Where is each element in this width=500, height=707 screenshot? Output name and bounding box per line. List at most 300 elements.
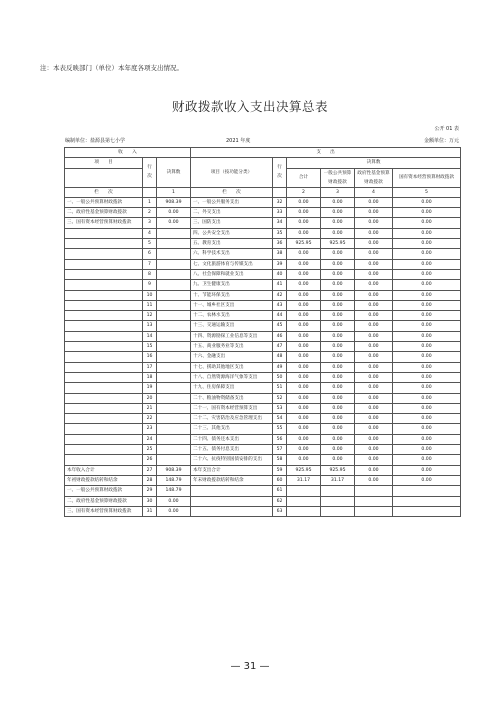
- income-item: [65, 403, 143, 413]
- expense-item: [191, 496, 273, 506]
- general-budget-amount: 0.00: [321, 445, 355, 455]
- expense-total: 0.00: [287, 424, 321, 434]
- gov-fund-amount: 0.00: [355, 311, 393, 321]
- expense-total: 0.00: [287, 393, 321, 403]
- general-budget-amount: 0.00: [321, 393, 355, 403]
- income-item: [65, 249, 143, 259]
- income-amount: [157, 414, 191, 424]
- col-label: 栏 次: [65, 187, 143, 197]
- gov-fund-amount: [355, 496, 393, 506]
- income-item: [65, 383, 143, 393]
- gov-fund-amount: [355, 506, 393, 516]
- general-budget-amount: 0.00: [321, 311, 355, 321]
- gov-fund-amount: 0.00: [355, 414, 393, 424]
- income-row-no: 18: [143, 372, 157, 382]
- expense-item: 十四、资源勘探工业信息等支出: [191, 331, 273, 341]
- expense-row-no: 42: [273, 290, 287, 300]
- general-budget-amount: 0.00: [321, 331, 355, 341]
- expense-total: 0.00: [287, 259, 321, 269]
- expense-row-no: 52: [273, 393, 287, 403]
- col-index-2: 2: [287, 187, 321, 197]
- expense-total: 925.95: [287, 239, 321, 249]
- income-row-no: 24: [143, 434, 157, 444]
- income-item: [65, 455, 143, 465]
- expense-row-no: 56: [273, 434, 287, 444]
- final-amount-group-header: 决算数: [287, 158, 461, 168]
- general-budget-amount: 0.00: [321, 321, 355, 331]
- income-amount: [157, 249, 191, 259]
- expense-total: 0.00: [287, 342, 321, 352]
- table-row: [65, 197, 461, 207]
- total-header: 合计: [287, 168, 321, 187]
- income-amount: 148.79: [157, 475, 191, 485]
- state-capital-amount: 0.00: [393, 383, 461, 393]
- expense-row-no: 38: [273, 249, 287, 259]
- general-budget-amount: 0.00: [321, 197, 355, 207]
- state-capital-header: 国有资本经营预算财政拨款: [393, 168, 461, 187]
- expense-total: 0.00: [287, 455, 321, 465]
- expense-item: 二、外交支出: [191, 208, 273, 218]
- income-item: 三、国有资本经营预算财政拨款: [65, 506, 143, 516]
- unit-name: 编制单位：盐源县第七小学: [65, 138, 126, 144]
- income-amount: 908.39: [157, 465, 191, 475]
- table-row: [65, 218, 461, 228]
- income-item: [65, 280, 143, 290]
- income-amount: [157, 352, 191, 362]
- income-amount: 908.39: [157, 197, 191, 207]
- row-no-header-2: 行次: [273, 158, 287, 187]
- gov-fund-amount: 0.00: [355, 342, 393, 352]
- gov-fund-amount: 0.00: [355, 228, 393, 238]
- income-row-no: 28: [143, 475, 157, 485]
- expense-total: [287, 496, 321, 506]
- income-amount: [157, 311, 191, 321]
- expense-item: 四、公共安全支出: [191, 228, 273, 238]
- item-header-spacer: [65, 168, 143, 187]
- income-row-no: 4: [143, 228, 157, 238]
- gov-fund-amount: 0.00: [355, 269, 393, 279]
- general-budget-amount: 0.00: [321, 300, 355, 310]
- general-budget-amount: 0.00: [321, 269, 355, 279]
- gov-fund-amount: 0.00: [355, 465, 393, 475]
- state-capital-amount: 0.00: [393, 300, 461, 310]
- state-capital-amount: [393, 486, 461, 496]
- table-row: [65, 372, 461, 382]
- income-row-no: 8: [143, 269, 157, 279]
- table-row: [65, 352, 461, 362]
- expense-total: 0.00: [287, 434, 321, 444]
- form-number: 公开 01 表: [434, 126, 459, 132]
- expense-row-no: 35: [273, 228, 287, 238]
- expense-item: 八、社会保障和就业支出: [191, 269, 273, 279]
- general-budget-amount: 0.00: [321, 383, 355, 393]
- general-budget-amount: 0.00: [321, 362, 355, 372]
- gov-fund-amount: 0.00: [355, 383, 393, 393]
- state-capital-amount: 0.00: [393, 259, 461, 269]
- income-amount: [157, 434, 191, 444]
- income-row-no: 13: [143, 321, 157, 331]
- expense-row-no: 41: [273, 280, 287, 290]
- gov-fund-amount: 0.00: [355, 393, 393, 403]
- income-row-no: 5: [143, 239, 157, 249]
- gov-fund-amount: 0.00: [355, 455, 393, 465]
- gov-fund-amount: 0.00: [355, 331, 393, 341]
- expense-total: 0.00: [287, 228, 321, 238]
- general-budget-amount: 31.17: [321, 475, 355, 485]
- expense-item: 二十六、抗疫特别国债安排的支出: [191, 455, 273, 465]
- state-capital-amount: 0.00: [393, 280, 461, 290]
- expense-total: [287, 506, 321, 516]
- expense-row-no: 57: [273, 445, 287, 455]
- income-row-no: 17: [143, 362, 157, 372]
- expense-total: 0.00: [287, 321, 321, 331]
- expense-item: 五、教育支出: [191, 239, 273, 249]
- expense-row-no: 49: [273, 362, 287, 372]
- income-amount: [157, 455, 191, 465]
- table-row: [65, 414, 461, 424]
- row-no-header: 行次: [143, 158, 157, 187]
- income-item: [65, 269, 143, 279]
- expense-total: 0.00: [287, 290, 321, 300]
- income-row-no: 25: [143, 445, 157, 455]
- general-budget-amount: 0.00: [321, 403, 355, 413]
- expense-total: 0.00: [287, 362, 321, 372]
- expense-item: 年末财政拨款结转和结余: [191, 475, 273, 485]
- expense-item: 本年支出合计: [191, 465, 273, 475]
- expense-item: 二十四、债务还本支出: [191, 434, 273, 444]
- expense-row-no: 58: [273, 455, 287, 465]
- income-amount: [157, 228, 191, 238]
- expense-row-no: 39: [273, 259, 287, 269]
- general-budget-amount: [321, 486, 355, 496]
- gov-fund-amount: 0.00: [355, 300, 393, 310]
- table-row: [65, 475, 461, 485]
- expense-total: 31.17: [287, 475, 321, 485]
- expense-header: 支 出: [191, 148, 461, 158]
- table-row: [65, 506, 461, 516]
- state-capital-amount: 0.00: [393, 403, 461, 413]
- income-item: [65, 311, 143, 321]
- expense-item: 十、节能环保支出: [191, 290, 273, 300]
- income-item: [65, 434, 143, 444]
- expense-total: 0.00: [287, 249, 321, 259]
- col-index-3: 3: [321, 187, 355, 197]
- state-capital-amount: 0.00: [393, 239, 461, 249]
- col-index-1: 1: [157, 187, 191, 197]
- table-row: [65, 321, 461, 331]
- state-capital-amount: 0.00: [393, 321, 461, 331]
- income-item: [65, 239, 143, 249]
- state-capital-amount: 0.00: [393, 414, 461, 424]
- expense-total: 925.95: [287, 465, 321, 475]
- general-budget-amount: 0.00: [321, 414, 355, 424]
- expense-row-no: 44: [273, 311, 287, 321]
- expense-total: 0.00: [287, 269, 321, 279]
- expense-item: 二十、粮油物资储备支出: [191, 393, 273, 403]
- gov-fund-header: 政府性基金预算财政拨款: [355, 168, 393, 187]
- expense-row-no: 45: [273, 321, 287, 331]
- income-amount: [157, 403, 191, 413]
- table-row: [65, 300, 461, 310]
- state-capital-amount: 0.00: [393, 445, 461, 455]
- state-capital-amount: 0.00: [393, 331, 461, 341]
- expense-row-no: 54: [273, 414, 287, 424]
- expense-row-no: 59: [273, 465, 287, 475]
- state-capital-amount: 0.00: [393, 362, 461, 372]
- expense-total: 0.00: [287, 445, 321, 455]
- state-capital-amount: 0.00: [393, 372, 461, 382]
- expense-item: 十六、金融支出: [191, 352, 273, 362]
- gov-fund-amount: 0.00: [355, 208, 393, 218]
- expense-item: 十五、商业服务业等支出: [191, 342, 273, 352]
- state-capital-amount: 0.00: [393, 269, 461, 279]
- income-item: [65, 342, 143, 352]
- expense-total: 0.00: [287, 218, 321, 228]
- income-item: [65, 321, 143, 331]
- gov-fund-amount: 0.00: [355, 290, 393, 300]
- income-row-no: 29: [143, 486, 157, 496]
- table-row: [65, 208, 461, 218]
- expense-item: 十九、住房保障支出: [191, 383, 273, 393]
- expense-row-no: 60: [273, 475, 287, 485]
- col-index-4: 4: [355, 187, 393, 197]
- gov-fund-amount: 0.00: [355, 434, 393, 444]
- expense-total: 0.00: [287, 300, 321, 310]
- table-row: [65, 465, 461, 475]
- expense-item: 十三、交通运输支出: [191, 321, 273, 331]
- table-row: [65, 455, 461, 465]
- general-budget-amount: 0.00: [321, 455, 355, 465]
- expense-total: 0.00: [287, 197, 321, 207]
- expense-item: 十七、援助其他地区支出: [191, 362, 273, 372]
- income-item: [65, 362, 143, 372]
- general-budget-amount: 0.00: [321, 424, 355, 434]
- income-row-no: 3: [143, 218, 157, 228]
- state-capital-amount: 0.00: [393, 352, 461, 362]
- income-row-no: 19: [143, 383, 157, 393]
- gov-fund-amount: 0.00: [355, 403, 393, 413]
- income-row-no: 9: [143, 280, 157, 290]
- expense-total: 0.00: [287, 383, 321, 393]
- expense-row-no: 36: [273, 239, 287, 249]
- income-item: 本年收入合计: [65, 465, 143, 475]
- expense-total: 0.00: [287, 372, 321, 382]
- table-note: 注：本表反映部门（单位）本年度各项支出情况。: [40, 64, 183, 72]
- expense-row-no: 51: [273, 383, 287, 393]
- state-capital-amount: 0.00: [393, 218, 461, 228]
- income-item: [65, 290, 143, 300]
- expense-total: 0.00: [287, 352, 321, 362]
- general-budget-amount: 0.00: [321, 249, 355, 259]
- income-item: [65, 393, 143, 403]
- income-item: 三、国有资本经营预算财政拨款: [65, 218, 143, 228]
- expense-total: 0.00: [287, 414, 321, 424]
- gov-fund-amount: 0.00: [355, 259, 393, 269]
- gov-fund-amount: 0.00: [355, 424, 393, 434]
- expense-row-no: 63: [273, 506, 287, 516]
- table-row: [65, 445, 461, 455]
- income-row-no: 11: [143, 300, 157, 310]
- income-item: [65, 372, 143, 382]
- expense-item: 二十三、其他支出: [191, 424, 273, 434]
- state-capital-amount: 0.00: [393, 197, 461, 207]
- income-amount: 0.00: [157, 506, 191, 516]
- table-row: [65, 311, 461, 321]
- income-amount: 0.00: [157, 218, 191, 228]
- general-budget-amount: 0.00: [321, 342, 355, 352]
- expense-row-no: 43: [273, 300, 287, 310]
- item-header: 项 目: [65, 158, 143, 168]
- gov-fund-amount: 0.00: [355, 280, 393, 290]
- table-row: [65, 383, 461, 393]
- expense-total: 0.00: [287, 311, 321, 321]
- income-amount: [157, 269, 191, 279]
- expense-total: 0.00: [287, 208, 321, 218]
- income-header: 收 入: [65, 148, 191, 158]
- gov-fund-amount: 0.00: [355, 445, 393, 455]
- col-blank-2: [273, 187, 287, 197]
- expense-row-no: 53: [273, 403, 287, 413]
- state-capital-amount: 0.00: [393, 475, 461, 485]
- state-capital-amount: 0.00: [393, 290, 461, 300]
- income-row-no: 21: [143, 403, 157, 413]
- expense-total: 0.00: [287, 403, 321, 413]
- expense-item: 二十一、国有资本经营预算支出: [191, 403, 273, 413]
- general-budget-amount: 0.00: [321, 208, 355, 218]
- general-budget-amount: 0.00: [321, 218, 355, 228]
- general-budget-amount: 0.00: [321, 290, 355, 300]
- table-row: [65, 496, 461, 506]
- expense-item: 二十五、债务付息支出: [191, 445, 273, 455]
- general-budget-amount: 0.00: [321, 259, 355, 269]
- page-title: 财政拨款收入支出决算总表: [171, 99, 328, 114]
- income-amount: [157, 280, 191, 290]
- state-capital-amount: 0.00: [393, 455, 461, 465]
- general-budget-amount: [321, 506, 355, 516]
- income-amount: [157, 393, 191, 403]
- col-blank: [143, 187, 157, 197]
- state-capital-amount: 0.00: [393, 434, 461, 444]
- col-label-2: 栏 次: [191, 187, 273, 197]
- income-item: [65, 414, 143, 424]
- gov-fund-amount: 0.00: [355, 197, 393, 207]
- income-amount: [157, 372, 191, 382]
- income-amount: [157, 342, 191, 352]
- expense-row-no: 55: [273, 424, 287, 434]
- income-amount: [157, 445, 191, 455]
- income-amount: [157, 362, 191, 372]
- table-row: [65, 434, 461, 444]
- expense-row-no: 40: [273, 269, 287, 279]
- income-amount: [157, 290, 191, 300]
- final-amount-header: 决算数: [157, 158, 191, 187]
- general-budget-header: 一般公共预算财政拨款: [321, 168, 355, 187]
- state-capital-amount: [393, 496, 461, 506]
- state-capital-amount: 0.00: [393, 342, 461, 352]
- table-row: [65, 424, 461, 434]
- state-capital-amount: 0.00: [393, 249, 461, 259]
- income-item: 一、一般公共预算财政拨款: [65, 486, 143, 496]
- income-item: [65, 352, 143, 362]
- gov-fund-amount: 0.00: [355, 239, 393, 249]
- income-item: [65, 300, 143, 310]
- budget-table: [64, 147, 461, 517]
- expense-item: [191, 506, 273, 516]
- general-budget-amount: 0.00: [321, 372, 355, 382]
- income-amount: 0.00: [157, 208, 191, 218]
- table-row: [65, 403, 461, 413]
- expense-row-no: 46: [273, 331, 287, 341]
- income-item: [65, 445, 143, 455]
- gov-fund-amount: 0.00: [355, 249, 393, 259]
- general-budget-amount: 925.95: [321, 465, 355, 475]
- gov-fund-amount: 0.00: [355, 362, 393, 372]
- expense-row-no: 32: [273, 197, 287, 207]
- income-amount: [157, 300, 191, 310]
- table-row: [65, 331, 461, 341]
- income-row-no: 27: [143, 465, 157, 475]
- page-number: — 31 —: [230, 661, 270, 672]
- income-row-no: 26: [143, 455, 157, 465]
- gov-fund-amount: 0.00: [355, 321, 393, 331]
- income-amount: [157, 321, 191, 331]
- expense-row-no: 50: [273, 372, 287, 382]
- income-amount: [157, 331, 191, 341]
- state-capital-amount: 0.00: [393, 311, 461, 321]
- gov-fund-amount: 0.00: [355, 372, 393, 382]
- item-function-header: 项目（按功能分类）: [191, 158, 273, 187]
- gov-fund-amount: 0.00: [355, 475, 393, 485]
- income-row-no: 12: [143, 311, 157, 321]
- expense-total: [287, 486, 321, 496]
- income-row-no: 30: [143, 496, 157, 506]
- income-amount: [157, 424, 191, 434]
- money-unit: 金额单位：万元: [423, 138, 459, 144]
- expense-item: 十八、自然资源海洋气象等支出: [191, 372, 273, 382]
- report-year: 2021 年度: [226, 138, 251, 144]
- income-row-no: 10: [143, 290, 157, 300]
- table-row: [65, 342, 461, 352]
- general-budget-amount: 0.00: [321, 280, 355, 290]
- state-capital-amount: 0.00: [393, 228, 461, 238]
- expense-item: 一、一般公共服务支出: [191, 197, 273, 207]
- table-row: [65, 280, 461, 290]
- income-amount: 148.79: [157, 486, 191, 496]
- expense-item: 十一、城乡社区支出: [191, 300, 273, 310]
- expense-item: 十二、农林水支出: [191, 311, 273, 321]
- income-item: [65, 331, 143, 341]
- expense-row-no: 47: [273, 342, 287, 352]
- income-item: [65, 228, 143, 238]
- expense-row-no: 62: [273, 496, 287, 506]
- table-row: [65, 269, 461, 279]
- income-row-no: 2: [143, 208, 157, 218]
- gov-fund-amount: [355, 486, 393, 496]
- state-capital-amount: 0.00: [393, 424, 461, 434]
- table-row: [65, 486, 461, 496]
- expense-total: 0.00: [287, 331, 321, 341]
- income-item: 二、政府性基金预算财政拨款: [65, 496, 143, 506]
- income-row-no: 15: [143, 342, 157, 352]
- state-capital-amount: 0.00: [393, 393, 461, 403]
- income-amount: [157, 259, 191, 269]
- expense-row-no: 48: [273, 352, 287, 362]
- income-row-no: 23: [143, 424, 157, 434]
- expense-row-no: 34: [273, 218, 287, 228]
- expense-item: [191, 486, 273, 496]
- income-item: 一、一般公共预算财政拨款: [65, 197, 143, 207]
- state-capital-amount: 0.00: [393, 465, 461, 475]
